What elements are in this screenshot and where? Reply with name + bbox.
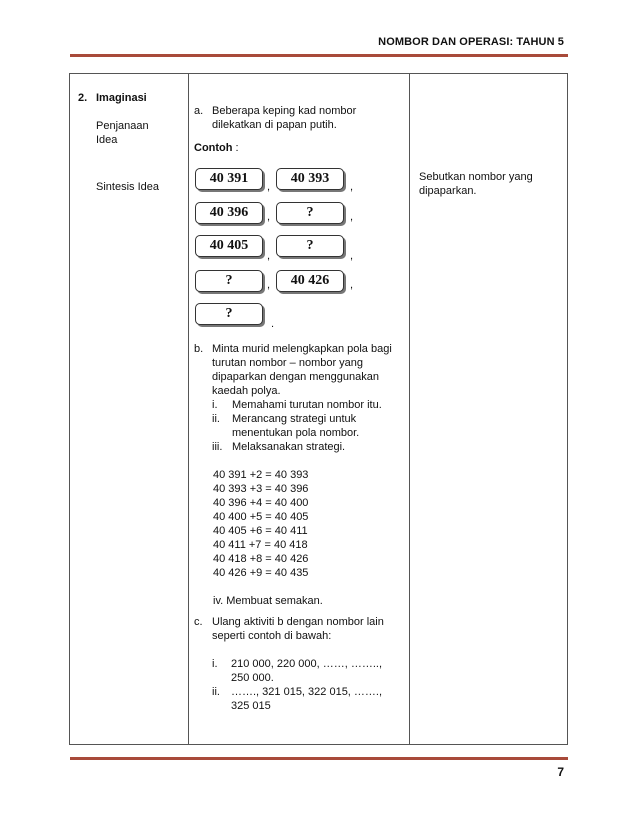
step-iv: iv. Membuat semakan. [213,595,323,607]
number-card: 40 393 [276,168,344,190]
sub-heading-1-line1: Penjanaan [96,120,149,132]
blank-number-card: ? [195,270,263,292]
section-number: 2. [78,92,88,104]
item-b-line: kaedah polya. [212,385,281,397]
column-divider-2 [409,74,410,744]
item-b-line: Minta murid melengkapkan pola bagi [212,343,392,355]
sequence-line: 325 015 [231,700,271,712]
number-card: 40 396 [195,202,263,224]
sequence-line: 250 000. [231,672,274,684]
separator-comma: , [267,211,271,223]
equation: 40 393 +3 = 40 396 [213,483,309,495]
section-title: Imaginasi [96,92,147,104]
number-card: 40 405 [195,235,263,257]
item-a-line1: Beberapa keping kad nombor [212,105,357,117]
page-number: 7 [557,765,564,779]
equation: 40 418 +8 = 40 426 [213,553,309,565]
step-number: ii. [212,413,220,425]
sub-heading-1-line2: Idea [96,134,118,146]
footer-rule [70,757,568,760]
equation: 40 411 +7 = 40 418 [213,539,308,551]
step-text: Melaksanakan strategi. [232,441,346,453]
item-b-marker: b. [194,343,204,355]
separator-comma: , [350,181,354,193]
step-number: iii. [212,441,223,453]
equation: 40 396 +4 = 40 400 [213,497,309,509]
separator-comma: , [350,279,354,291]
item-a-line2: dilekatkan di papan putih. [212,119,337,131]
separator-comma: , [350,250,354,262]
item-c-line1: Ulang aktiviti b dengan nombor lain [212,616,384,628]
step-text: Merancang strategi untuk [232,413,357,425]
equation: 40 405 +6 = 40 411 [213,525,308,537]
sequence-number: ii. [212,686,220,698]
item-b-line: turutan nombor – nombor yang [212,357,364,369]
step-text: menentukan pola nombor. [232,427,360,439]
note-line2: dipaparkan. [419,185,477,197]
item-b-line: dipaparkan dengan menggunakan [212,371,379,383]
header-rule [70,54,568,57]
number-card: 40 426 [276,270,344,292]
separator-comma: , [350,211,354,223]
contoh-heading [194,141,239,155]
sequence-line: ……., 321 015, 322 015, ……., [231,686,383,698]
blank-number-card: ? [276,235,344,257]
separator-comma: , [267,279,271,291]
item-c-marker: c. [194,616,203,628]
sequence-line: 210 000, 220 000, ……, …….., [231,658,383,670]
equation: 40 391 +2 = 40 393 [213,469,309,481]
separator-comma: , [267,250,271,262]
header-title: NOMBOR DAN OPERASI: TAHUN 5 [378,36,564,48]
sequence-number: i. [212,658,218,670]
equation: 40 426 +9 = 40 435 [213,567,309,579]
item-c-line2: seperti contoh di bawah: [212,630,332,642]
lesson-table [69,73,568,745]
blank-number-card: ? [276,202,344,224]
step-number: i. [212,399,218,411]
sub-heading-2: Sintesis Idea [96,181,159,193]
blank-number-card: ? [195,303,263,325]
separator-period: . [271,318,275,330]
column-divider-1 [188,74,189,744]
number-card: 40 391 [195,168,263,190]
contoh-colon: : [232,142,239,154]
contoh-label: Contoh [194,142,233,154]
separator-comma: , [267,181,271,193]
step-text: Memahami turutan nombor itu. [232,399,382,411]
equation: 40 400 +5 = 40 405 [213,511,309,523]
item-a-marker: a. [194,105,204,117]
note-line1: Sebutkan nombor yang [419,171,533,183]
